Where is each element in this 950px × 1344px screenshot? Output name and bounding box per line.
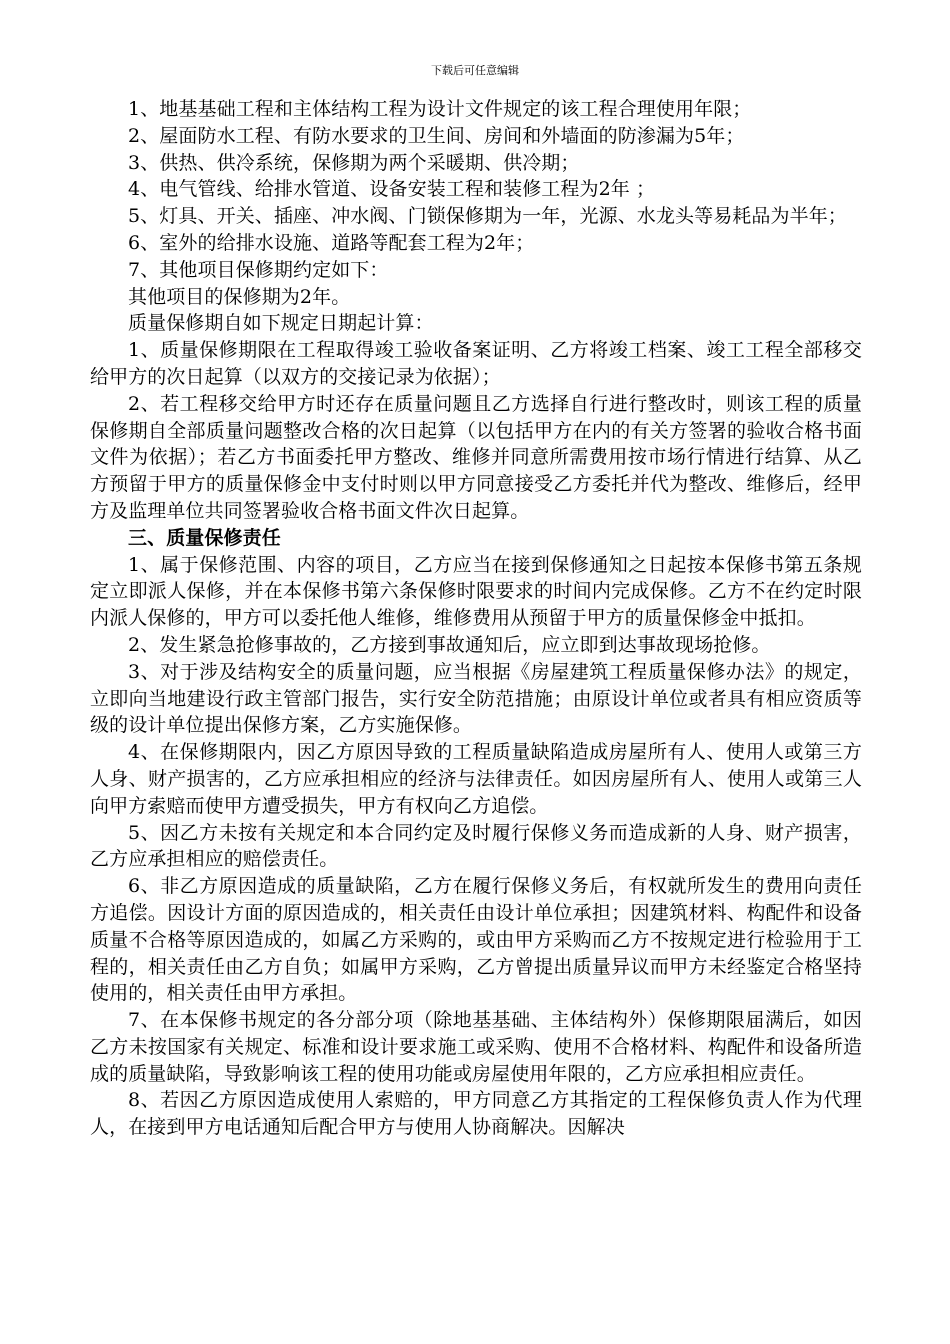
paragraph: 2、屋面防水工程、有防水要求的卫生间、房间和外墙面的防渗漏为5年；: [128, 124, 745, 147]
paragraph: 4、在保修期限内，因乙方原因导致的工程质量缺陷造成房屋所有人、使用人或第三方人身、财产损害的，乙方应承担相应的经济与法律责任。如因房屋所有人、使用人或第三人向甲方索赔而使甲方遭受损失，甲方有权向乙方追偿。: [90, 741, 862, 817]
paragraph: 5、灯具、开关、插座、冲水阀、门锁保修期为一年，光源、水龙头等易耗品为半年；: [128, 205, 847, 228]
page-header-note: 下载后可任意编辑: [431, 64, 519, 77]
paragraph: 3、供热、供冷系统，保修期为两个采暖期、供冷期；: [128, 151, 580, 174]
paragraph: 7、其他项目保修期约定如下：: [128, 258, 389, 281]
paragraph: 6、室外的给排水设施、道路等配套工程为2年；: [128, 231, 535, 254]
paragraph: 1、质量保修期限在工程取得竣工验收备案证明、乙方将竣工档案、竣工工程全部移交给甲方的次日起算（以双方的交接记录为依据）；: [90, 339, 862, 388]
paragraph: 质量保修期自如下规定日期起计算：: [128, 312, 434, 335]
paragraph: 6、非乙方原因造成的质量缺陷，乙方在履行保修义务后，有权就所发生的费用向责任方追偿。因设计方面的原因造成的，相关责任由设计单位承担；因建筑材料、构配件和设备质量不合格等原因造成的，如属乙方采购的，或由甲方采购而乙方不按规定进行检验用于工程的，相关责任由乙方自负；如属甲方采购，乙方曾提出质量异议而甲方未经鉴定合格坚持使用的，相关责任由甲方承担。: [90, 875, 862, 1005]
paragraph: 1、地基基础工程和主体结构工程为设计文件规定的该工程合理使用年限；: [128, 98, 752, 120]
paragraph: 其他项目的保修期为2年。: [128, 285, 351, 308]
paragraph: 2、若工程移交给甲方时还存在质量问题且乙方选择自行进行整改时，则该工程的质量保修期自全部质量问题整改合格的次日起算（以包括甲方在内的有关方签署的验收合格书面文件为依据）；若乙方书面委托甲方整改、维修并同意所需费用按市场行情进行结算、从乙方预留于甲方的质量保修金中支付时则以甲方同意接受乙方委托并代为整改、维修后，经甲方及监理单位共同签署验收合格书面文件次日起算。: [90, 392, 862, 522]
paragraph: 7、在本保修书规定的各分部分项（除地基基础、主体结构外）保修期限届满后，如因乙方未按国家有关规定、标准和设计要求施工或采购、使用不合格材料、构配件和设备所造成的质量缺陷，导致影响该工程的使用功能或房屋使用年限的，乙方应承担相应责任。: [90, 1009, 862, 1085]
paragraph: 8、若因乙方原因造成使用人索赔的，甲方同意乙方其指定的工程保修负责人作为代理人，在接到甲方电话通知后配合甲方与使用人协商解决。因解决: [90, 1089, 862, 1139]
paragraph: 1、属于保修范围、内容的项目，乙方应当在接到保修通知之日起按本保修书第五条规定立即派人保修，并在本保修书第六条保修时限要求的时间内完成保修。乙方不在约定时限内派人保修的，甲方可以委托他人维修，维修费用从预留于甲方的质量保修金中抵扣。: [90, 553, 862, 630]
paragraph: 2、发生紧急抢修事故的，乙方接到事故通知后，应立即到达事故现场抢修。: [128, 633, 771, 656]
document-body: [90, 96, 862, 1141]
paragraph: 3、对于涉及结构安全的质量问题，应当根据《房屋建筑工程质量保修办法》的规定，立即向当地建设行政主管部门报告，实行安全防范措施；由原设计单位或者具有相应资质等级的设计单位提出保修方案，乙方实施保修。: [90, 660, 862, 737]
paragraph: 4、电气管线、给排水管道、设备安装工程和装修工程为2年 ；: [128, 178, 656, 201]
paragraph: 5、因乙方未按有关规定和本合同约定及时履行保修义务而造成新的人身、财产损害，乙方应承担相应的赔偿责任。: [90, 821, 862, 871]
section-heading: 三、质量保修责任: [128, 526, 281, 549]
